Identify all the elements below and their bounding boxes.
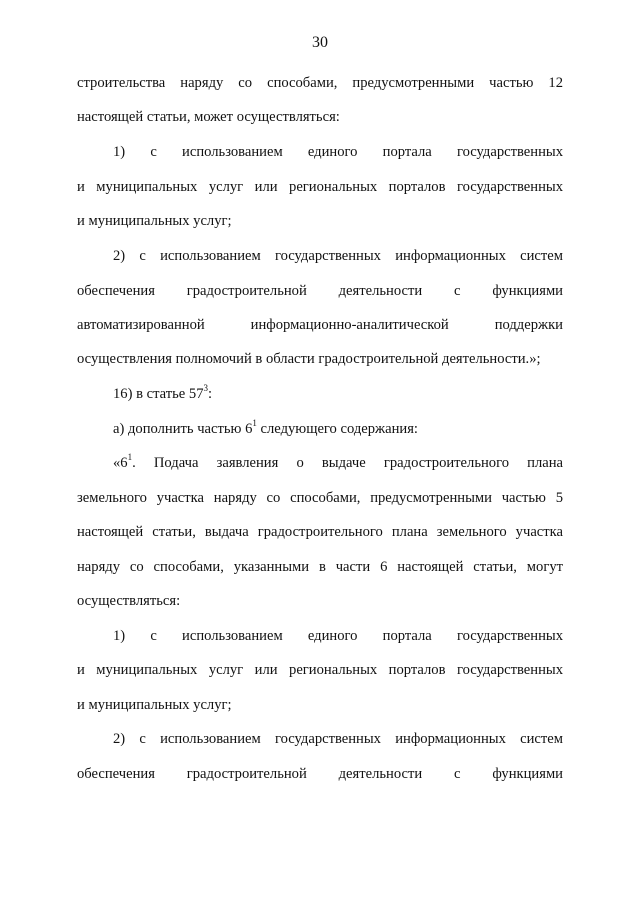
article-tail: : [208, 386, 213, 402]
list-item-line: 1) с использованием единого портала государственных [113, 144, 563, 160]
page-number: 30 [312, 34, 328, 51]
amendment-tail: следующего содержания: [256, 421, 418, 437]
article-text: 16) в статье 57 [113, 386, 204, 402]
paragraph-line: и муниципальных услуг; [77, 213, 232, 229]
paragraph-line: строительства наряду со способами, предусмотренными частью 12 [77, 75, 563, 91]
amendment-text: а) дополнить частью 6 [113, 421, 253, 437]
quoted-part-superscript: 1 [127, 452, 133, 463]
amendment-superscript: 1 [252, 418, 257, 429]
list-item-line: 2) с использованием государственных информационных систем [113, 248, 563, 264]
article-heading-line [113, 384, 563, 404]
list-item-line: 2) с использованием государственных информационных систем [113, 731, 563, 747]
paragraph-line: земельного участка наряду со способами, предусмотренными частью 5 [77, 490, 563, 506]
paragraph-line: настоящей статьи, выдача градостроительного плана земельного участка [77, 524, 563, 540]
quoted-part-number: «6 [113, 455, 128, 471]
quoted-part-tail: . Подача заявления о выдаче градостроительного плана [132, 455, 563, 471]
paragraph-line: обеспечения градостроительной деятельности с функциями [77, 766, 563, 782]
paragraph-line: осуществления полномочий в области градостроительной деятельности.»; [77, 351, 541, 367]
quoted-part-line [113, 453, 563, 473]
article-superscript: 3 [203, 383, 209, 394]
paragraph-line: осуществляться: [77, 593, 181, 609]
amendment-line [113, 419, 563, 439]
paragraph-line: и муниципальных услуг или региональных порталов государственных [77, 662, 563, 678]
paragraph-line: и муниципальных услуг или региональных порталов государственных [77, 179, 563, 195]
paragraph-line: настоящей статьи, может осуществляться: [77, 109, 340, 125]
paragraph-line: наряду со способами, указанными в части 6 настоящей статьи, могут [77, 559, 563, 575]
list-item-line: 1) с использованием единого портала государственных [113, 628, 563, 644]
paragraph-line: обеспечения градостроительной деятельности с функциями [77, 283, 563, 299]
paragraph-line: и муниципальных услуг; [77, 697, 232, 713]
paragraph-line: автоматизированной информационно-аналитической поддержки [77, 317, 563, 333]
